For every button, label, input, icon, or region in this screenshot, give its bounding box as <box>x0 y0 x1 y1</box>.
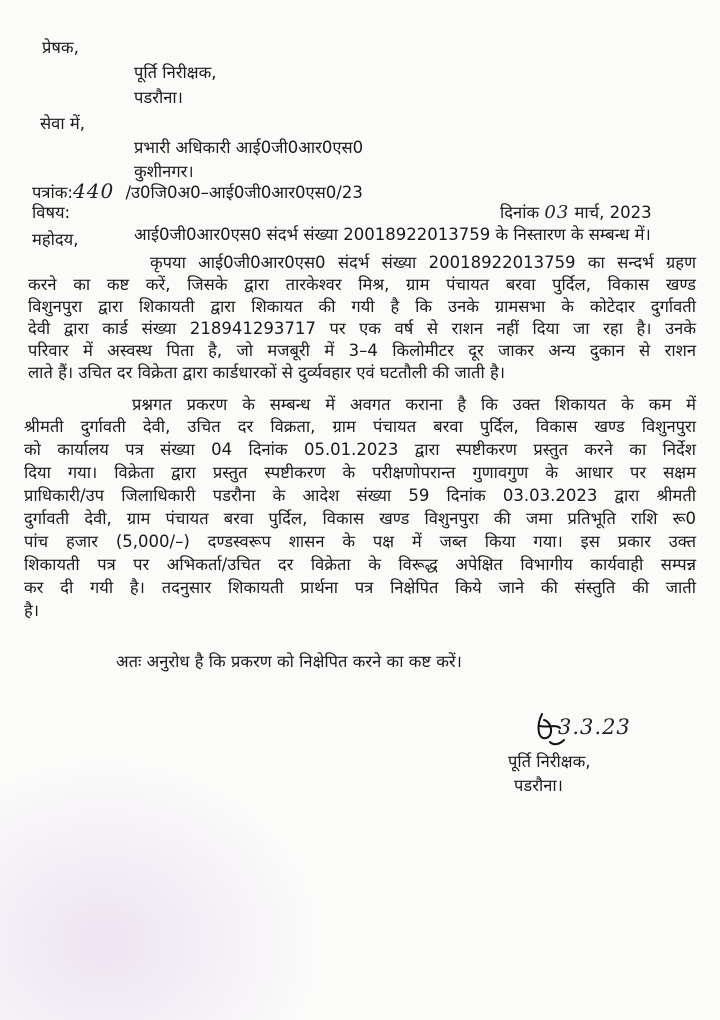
recipient-place: कुशीनगर। <box>134 162 194 181</box>
salutation: महोदय, <box>32 230 79 249</box>
recipient-designation: प्रभारी अधिकारी आई0जी0आर0एस0 <box>134 138 364 157</box>
reference-suffix: /उ0जि0अ0–आई0जी0आर0एस0/23 <box>125 183 363 202</box>
handwritten-date-day: 03 <box>544 202 570 223</box>
sender-place: पडरौना। <box>134 88 183 107</box>
request-line: अतः अनुरोध है कि प्रकरण को निक्षेपित करने का कष्ट करें। <box>116 652 462 671</box>
paragraph-line: दिया गया। विक्रेता द्वारा प्रस्तुत स्पष्टीकरण के परीक्षणोपरान्त गुणावगुण के आधार पर सक्षम <box>24 463 696 482</box>
date-prefix: दिनांक <box>500 203 540 222</box>
paragraph-line: श्रीमती दुर्गावती देवी, उचित दर विक्रता, ग्राम पंचायत बरवा पुर्दिल, विकास खण्ड विशुनपुरा <box>24 417 696 436</box>
paragraph-line: है। <box>24 601 40 620</box>
paragraph-line: लाते हैं। उचित दर विक्रेता द्वारा कार्डधारकों से दुर्व्यवहार एवं घटतौली की जाती है। <box>28 363 505 382</box>
paragraph-line: विशुनपुरा द्वारा शिकायती द्वारा शिकायत की गयी है कि उनके ग्रामसभा के कोटेदार दुर्गावती <box>28 297 696 316</box>
paragraph-line: कर दी गयी है। तदनुसार शिकायती प्रार्थना पत्र निक्षेपित किये जाने की संस्तुति की जाती <box>24 578 696 597</box>
paper-shadow <box>0 760 320 1020</box>
paragraph-line: देवी द्वारा कार्ड संख्या 218941293717 पर एक वर्ष से राशन नहीं दिया जा रहा है। उनके <box>28 319 696 338</box>
paragraph-line: करने का कष्ट करें, जिसके द्वारा तारकेश्वर मिश्र, ग्राम पंचायत बरवा पुर्दिल, विकास खण्ड <box>28 275 696 294</box>
letter-date <box>500 203 652 223</box>
paragraph-line: शिकायती पत्र पर अभिकर्ता/उचित दर विक्रेता के विरूद्ध अपेक्षित विभागीय कार्यवाही सम्पन्न <box>24 555 696 574</box>
reference-label: पत्रांक: <box>32 183 73 202</box>
reference-line <box>32 181 363 203</box>
paragraph-line: दुर्गावती देवी, ग्राम पंचायत बरवा पुर्दिल, विकास खण्ड विशुनपुरा की जमा प्रतिभूति राशि रू0 <box>24 509 696 528</box>
paragraph-line: प्रश्नगत प्रकरण के सम्बन्ध में अवगत कराना है कि उक्त शिकायत के कम में <box>132 395 696 414</box>
paragraph-line: पांच हजार (5,000/–) दण्डस्वरूप शासन के पक्ष में जब्त किया गया। इस प्रकार उक्त <box>24 532 696 551</box>
paragraph-line: परिवार में अस्वस्थ पिता है, जो मजबूरी में 3–4 किलोमीटर दूर जाकर अन्य दुकान से राशन <box>28 341 696 360</box>
sender-label: प्रेषक, <box>42 38 79 57</box>
to-label: सेवा में, <box>40 114 85 133</box>
paragraph-line: कृपया आई0जी0आर0एस0 संदर्भ संख्या 20018922013759 का सन्दर्भ ग्रहण <box>150 253 696 272</box>
date-rest: मार्च, 2023 <box>574 203 652 222</box>
handwritten-reference-number: 440 <box>73 179 115 203</box>
handwritten-signature-date: 3.3.23 <box>558 715 631 739</box>
paragraph-line: को कार्यालय पत्र संख्या 04 दिनांक 05.01.2023 द्वारा स्पष्टीकरण प्रस्तुत करने का निर्देश <box>24 440 696 459</box>
subject-label: विषय: <box>32 203 71 222</box>
signoff-place: पडरौना। <box>514 776 563 795</box>
subject-text: आई0जी0आर0एस0 संदर्भ संख्या 20018922013759 के निस्तारण के सम्बन्ध में। <box>134 225 651 244</box>
paragraph-line: प्राधिकारी/उप जिलाधिकारी पडरौना के आदेश संख्या 59 दिनांक 03.03.2023 द्वारा श्रीमती <box>24 486 696 505</box>
sender-designation: पूर्ति निरीक्षक, <box>134 63 217 82</box>
signoff-designation: पूर्ति निरीक्षक, <box>508 752 591 771</box>
